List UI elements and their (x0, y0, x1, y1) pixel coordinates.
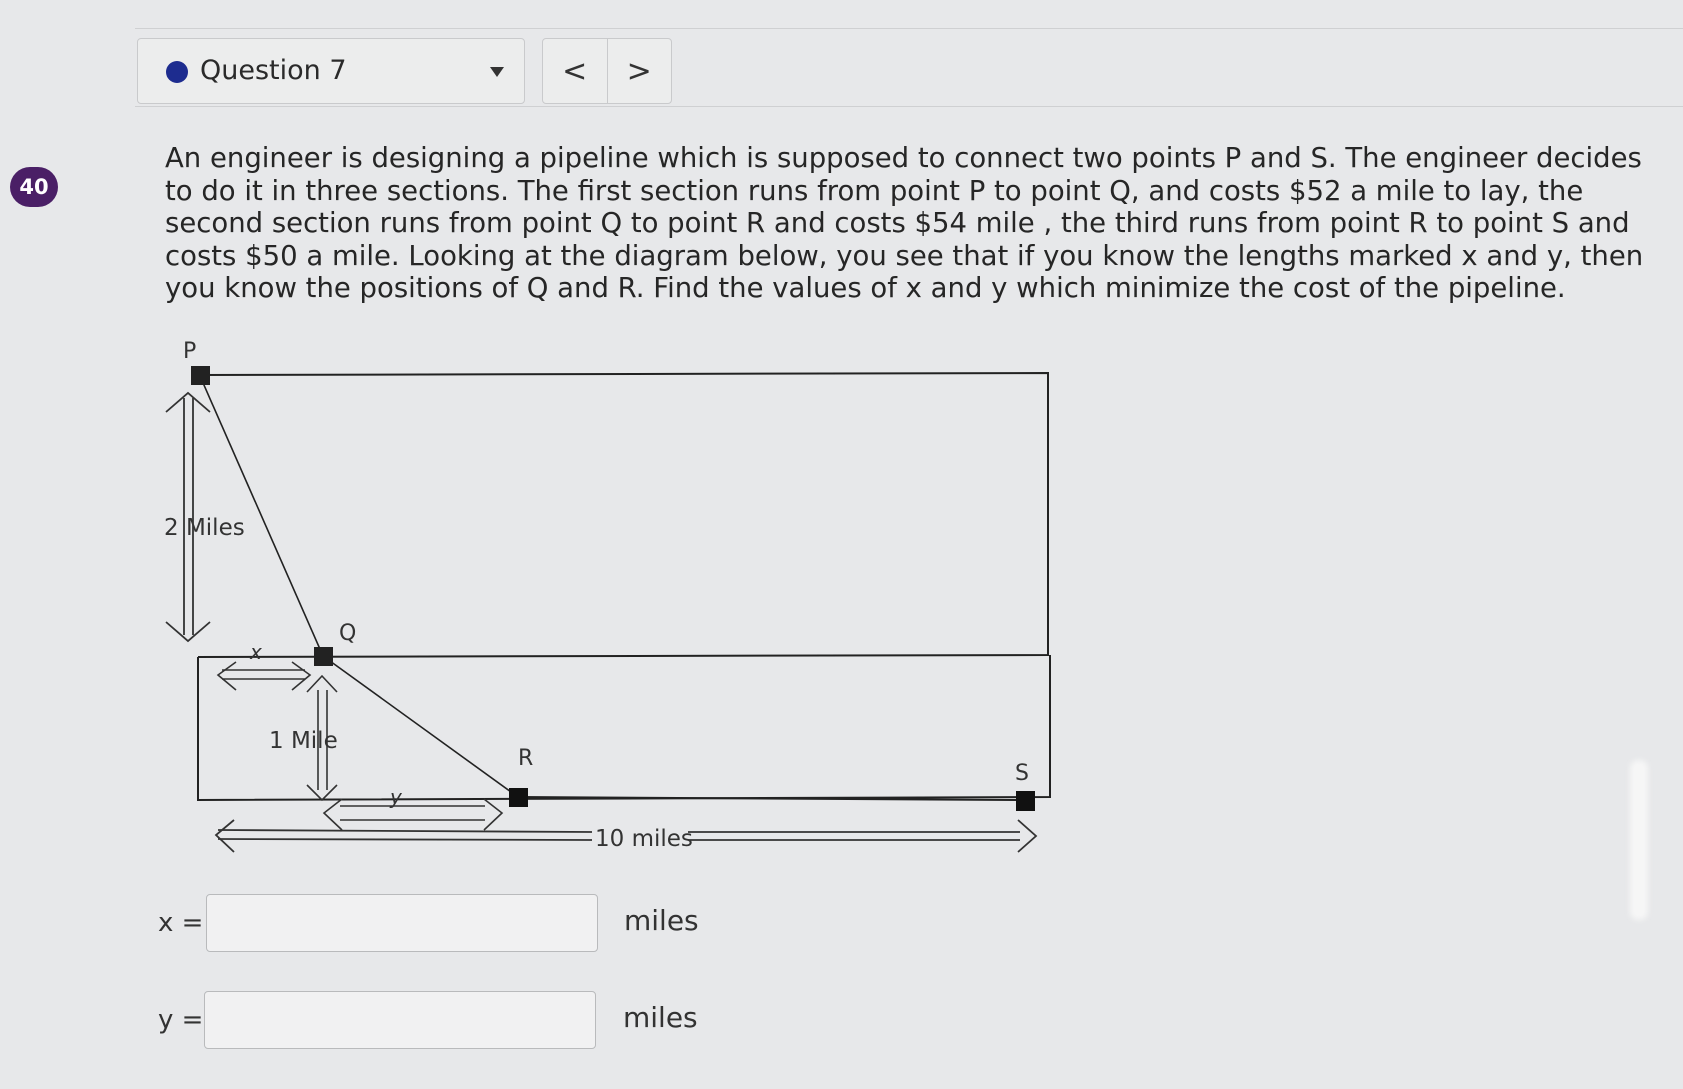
y-answer-input[interactable] (204, 991, 596, 1049)
y-length-label: y (390, 785, 402, 809)
y-arrow (324, 799, 502, 830)
point-q-label: Q (339, 621, 357, 646)
question-line: you know the positions of Q and R. Find the values of x and y which minimize the cost of the pipeline. (165, 272, 1566, 304)
question-line: to do it in three sections. The first section runs from point P to point Q, and costs $52 a mile to lay, the (165, 174, 1584, 207)
point-r-label: R (518, 746, 534, 771)
one-mile-label: 1 Mile (269, 728, 338, 754)
next-question-button[interactable]: > (626, 53, 652, 89)
question-line: An engineer is designing a pipeline which is supposed to connect two points P and S. The engineer decides (165, 142, 1642, 174)
y-unit-label: miles (623, 1001, 698, 1034)
question-line: second section runs from point Q to point R and costs $54 mile , the third runs from point R to point S and (165, 207, 1630, 239)
two-miles-label: 2 Miles (164, 515, 245, 541)
x-arrow (218, 662, 310, 690)
x-answer-label: x = (158, 908, 204, 938)
question-line: costs $50 a mile. Looking at the diagram below, you see that if you know the lengths marked x and y, then (165, 239, 1644, 272)
question-title: Question 7 (200, 55, 347, 86)
y-answer-label: y = (158, 1005, 204, 1035)
point-s-label: S (1015, 761, 1029, 786)
point-r-marker (509, 788, 528, 807)
previous-question-button[interactable]: < (543, 39, 608, 103)
screen-glare (1630, 760, 1648, 920)
point-p-label: P (183, 339, 197, 364)
point-p-marker (191, 366, 210, 385)
ten-miles-label: 10 miles (595, 826, 693, 852)
question-count-badge: 40 (10, 167, 58, 207)
x-length-label: x (250, 640, 262, 664)
point-q-marker (314, 647, 333, 666)
upper-region-outline (198, 373, 1048, 657)
pipeline-section-qr (323, 656, 518, 797)
x-answer-input[interactable] (206, 894, 598, 952)
point-s-marker (1016, 791, 1035, 811)
x-unit-label: miles (624, 904, 699, 937)
